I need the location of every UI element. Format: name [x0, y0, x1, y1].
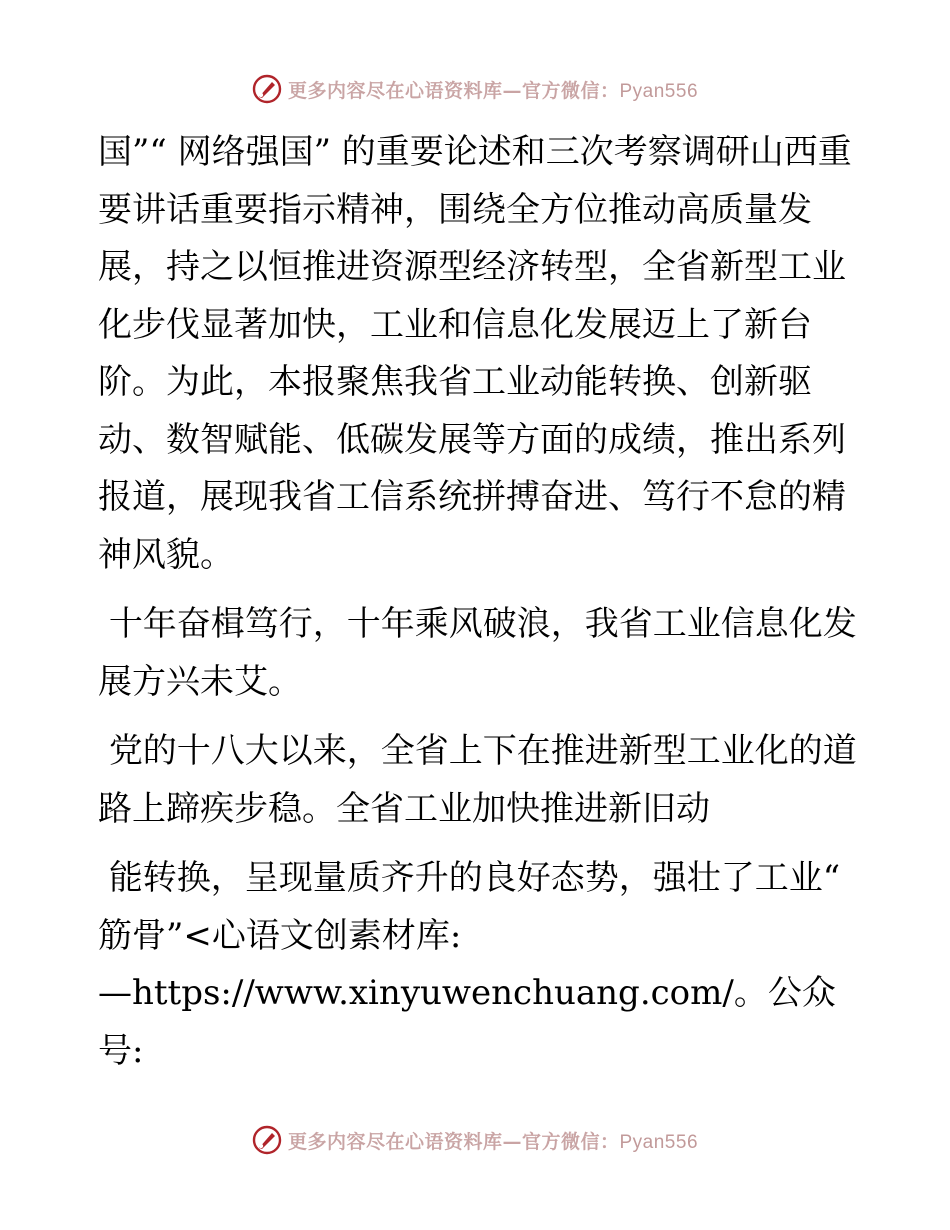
- watermark-brand: Pyan556: [619, 80, 699, 102]
- document-body: [98, 124, 858, 1080]
- footer-watermark: [0, 1123, 950, 1157]
- watermark-text: 更多内容尽在心语资料库—官方微信：Pyan556: [287, 1130, 699, 1153]
- paragraph: 十年奋楫笃行，十年乘风破浪，我省工业信息化发展方兴未艾。: [98, 604, 857, 702]
- paragraph: 党的十八大以来，全省上下在推进新型工业化的道路上蹄疾步稳。全省工业加快推进新旧动: [98, 731, 857, 829]
- quill-pen-logo-icon: [252, 1125, 282, 1155]
- paragraph: 能转换，呈现量质齐升的良好态势，强壮了工业“ 筋骨”<心语文创素材库: —https://www.xinyuwenchuang.com/。公众号:: [98, 858, 841, 1071]
- header-watermark: [0, 72, 950, 106]
- watermark-brand: Pyan556: [619, 1131, 699, 1153]
- watermark-text: 更多内容尽在心语资料库—官方微信：Pyan556: [287, 79, 699, 102]
- paragraph: 国”“ 网络强国” 的重要论述和三次考察调研山西重要讲话重要指示精神，围绕全方位推动高质量发展，持之以恒推进资源型经济转型，全省新型工业化步伐显著加快，工业和信息化发展迈上了新台阶。为此，本报聚焦我省工业动能转换、创新驱动、数智赋能、低碳发展等方面的成绩，推出系列报道，展现我省工信系统拼搏奋进、笃行不怠的精神风貌。: [98, 132, 852, 575]
- quill-pen-logo-icon: [252, 74, 282, 104]
